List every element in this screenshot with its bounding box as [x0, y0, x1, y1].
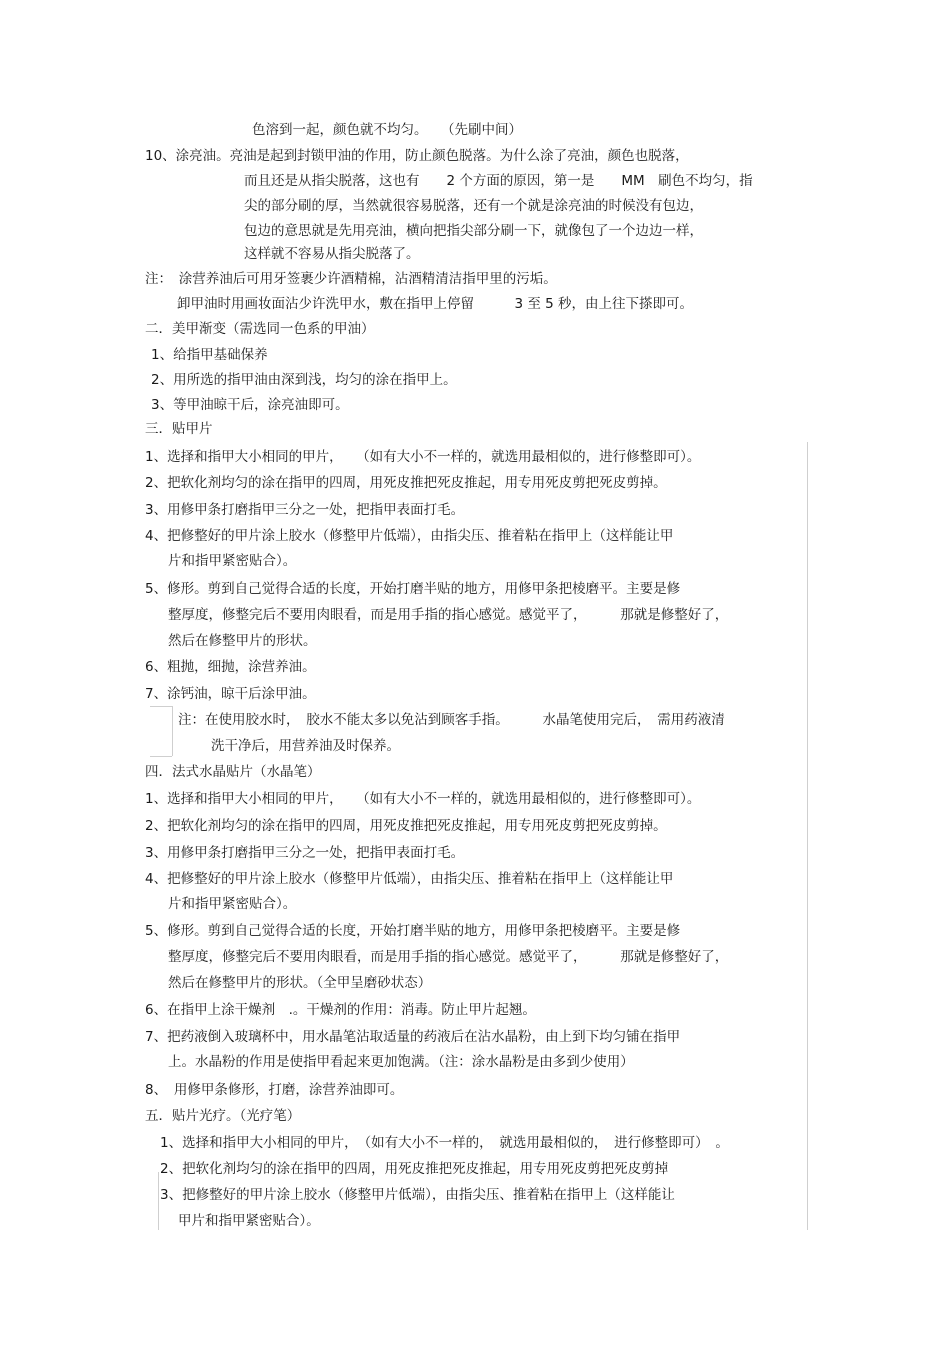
list-item: 2、用所选的指甲油由深到浅，均匀的涂在指甲上。 [151, 372, 457, 388]
list-item-continuation: 然后在修整甲片的形状。（全甲呈磨砂状态） [168, 975, 432, 991]
section-heading: 四．法式水晶贴片（水晶笔） [145, 764, 321, 780]
list-item: 7、涂钙油，晾干后涂甲油。 [145, 686, 316, 702]
list-item: 5、修形。剪到自己觉得合适的长度，开始打磨半贴的地方，用修甲条把棱磨平。主要是修 [145, 581, 681, 597]
section-heading: 五．贴片光疗。（光疗笔） [145, 1108, 301, 1124]
list-item: 4、把修整好的甲片涂上胶水（修整甲片低端），由指尖压、推着粘在指甲上（这样能让甲 [145, 528, 674, 544]
note-bracket-bottom [150, 756, 172, 757]
list-item: 2、把软化剂均匀的涂在指甲的四周，用死皮推把死皮推起，用专用死皮剪把死皮剪掉。 [145, 818, 667, 834]
text-line: 这样就不容易从指尖脱落了。 [244, 246, 420, 262]
note-line: 注： 涂营养油后可用牙签裹少许酒精棉，沾酒精清洁指甲里的污垢。 [145, 271, 557, 287]
list-item: 3、用修甲条打磨指甲三分之一处，把指甲表面打毛。 [145, 845, 465, 861]
list-item: 2、把软化剂均匀的涂在指甲的四周，用死皮推把死皮推起，用专用死皮剪把死皮剪掉。 [145, 475, 667, 491]
note-line: 洗干净后，用营养油及时保养。 [211, 738, 400, 754]
list-item-continuation: 片和指甲紧密贴合）。 [168, 553, 297, 569]
text-line: 包边的意思就是先用亮油，横向把指尖部分刷一下，就像包了一个边边一样， [244, 223, 703, 239]
list-item: 1、选择和指甲大小相同的甲片， （如有大小不一样的，就选用最相似的，进行修整即可）。 [145, 449, 701, 465]
note-line: 卸甲油时用画妆面沾少许洗甲水，敷在指甲上停留 3 至 5 秒，由上往下搽即可。 [177, 296, 694, 312]
list-item-continuation: 片和指甲紧密贴合）。 [168, 896, 297, 912]
section-heading: 三．贴甲片 [145, 421, 213, 437]
note-bracket-top [150, 706, 172, 707]
list-item: 5、修形。剪到自己觉得合适的长度，开始打磨半贴的地方，用修甲条把棱磨平。主要是修 [145, 923, 681, 939]
text-line: 10、涂亮油。亮油是起到封锁甲油的作用，防止颜色脱落。为什么涂了亮油，颜色也脱落， [145, 148, 689, 164]
note-line: 注：在使用胶水时， 胶水不能太多以免沾到顾客手指。 水晶笔使用完后， 需用药液清 [178, 712, 725, 728]
note-bracket-left [172, 706, 173, 756]
list-item-continuation: 上。水晶粉的作用是使指甲看起来更加饱满。（注：涂水晶粉是由多到少使用） [168, 1054, 634, 1070]
list-item-continuation: 整厚度，修整完后不要用肉眼看，而是用手指的指心感觉。感觉平了， 那就是修整好了， [168, 949, 729, 965]
text-line: 色溶到一起，颜色就不均匀。 （先刷中间） [252, 122, 522, 138]
list-item-continuation: 整厚度，修整完后不要用肉眼看，而是用手指的指心感觉。感觉平了， 那就是修整好了， [168, 607, 729, 623]
list-item: 1、选择和指甲大小相同的甲片， （如有大小不一样的， 就选用最相似的， 进行修整即可） 。 [160, 1135, 729, 1151]
section5-bracket-left [158, 1172, 159, 1230]
list-item: 6、在指甲上涂干燥剂 .。干燥剂的作用：消毒。防止甲片起翘。 [145, 1002, 536, 1018]
right-margin-rule [807, 442, 808, 1230]
list-item: 3、用修甲条打磨指甲三分之一处，把指甲表面打毛。 [145, 502, 465, 518]
list-item: 4、把修整好的甲片涂上胶水（修整甲片低端），由指尖压、推着粘在指甲上（这样能让甲 [145, 871, 674, 887]
list-item: 3、等甲油晾干后，涂亮油即可。 [151, 397, 349, 413]
list-item: 8、 用修甲条修形，打磨，涂营养油即可。 [145, 1082, 404, 1098]
list-item: 1、选择和指甲大小相同的甲片， （如有大小不一样的，就选用最相似的，进行修整即可）。 [145, 791, 701, 807]
list-item: 3、把修整好的甲片涂上胶水（修整甲片低端），由指尖压、推着粘在指甲上（这样能让 [160, 1187, 675, 1203]
list-item: 1、给指甲基础保养 [151, 347, 268, 363]
text-line: 而且还是从指尖脱落，这也有 2 个方面的原因，第一是 MM 刷色不均匀，指 [244, 173, 753, 189]
list-item: 2、把软化剂均匀的涂在指甲的四周，用死皮推把死皮推起，用专用死皮剪把死皮剪掉 [160, 1161, 669, 1177]
list-item-continuation: 然后在修整甲片的形状。 [168, 633, 317, 649]
list-item: 7、把药液倒入玻璃杯中，用水晶笔沾取适量的药液后在沾水晶粉，由上到下均匀铺在指甲 [145, 1029, 681, 1045]
section-heading: 二．美甲渐变（需选同一色系的甲油） [145, 321, 375, 337]
list-item: 6、粗抛，细抛，涂营养油。 [145, 659, 316, 675]
text-line: 尖的部分刷的厚，当然就很容易脱落，还有一个就是涂亮油的时候没有包边， [244, 198, 703, 214]
list-item-continuation: 甲片和指甲紧密贴合）。 [178, 1213, 320, 1229]
